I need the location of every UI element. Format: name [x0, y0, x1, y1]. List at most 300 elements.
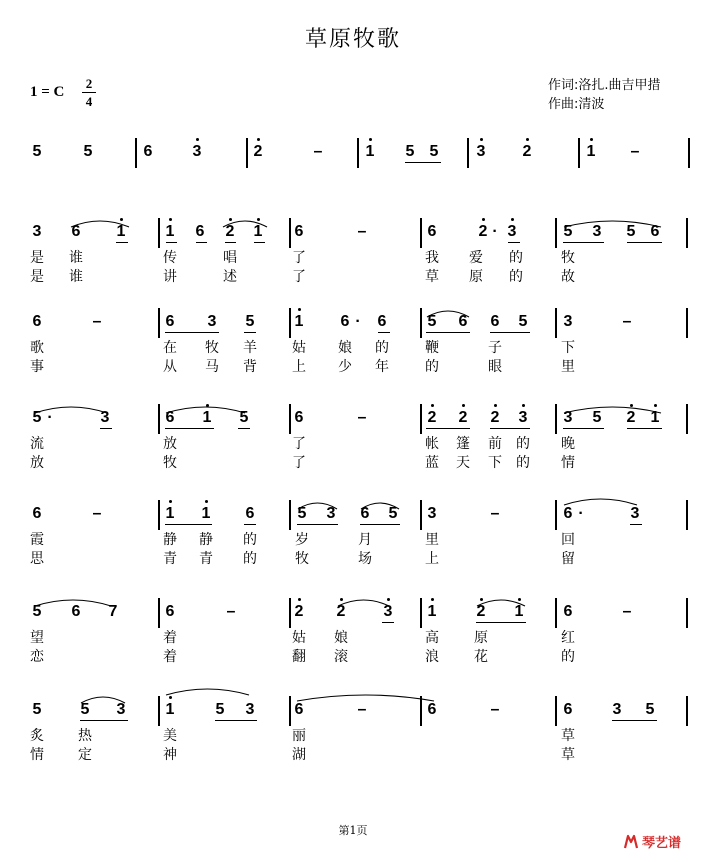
- note: 5: [626, 223, 636, 240]
- bar-line: [555, 308, 556, 338]
- note-underline: [426, 428, 470, 429]
- bar-line: [686, 598, 687, 628]
- note: 5: [80, 701, 90, 718]
- bar-line: [467, 138, 468, 168]
- slur: [165, 404, 246, 414]
- lyric-verse-2: 上: [425, 551, 439, 567]
- lyric-verse-2: 的: [516, 455, 530, 471]
- lyric-verse-2: 牧: [295, 551, 309, 567]
- bar-line: [289, 696, 290, 726]
- note-underline: [165, 524, 212, 525]
- note: 3: [612, 701, 622, 718]
- note-underline: [612, 720, 657, 721]
- sustain-dash: –: [490, 701, 500, 718]
- note-underline: [508, 242, 520, 243]
- lyric-verse-2: 原: [469, 269, 483, 285]
- note: 5: [32, 603, 42, 620]
- bar-line: [420, 404, 421, 434]
- note: 3: [116, 701, 126, 718]
- logo-text: 琴艺谱: [642, 836, 682, 851]
- note-underline: [80, 720, 128, 721]
- lyric-verse-2: 放: [30, 455, 44, 471]
- lyric-verse-2: 思: [30, 551, 44, 567]
- bar-line: [135, 138, 136, 168]
- lyric-verse-1: 岁: [295, 532, 309, 548]
- note: 1: [586, 143, 596, 160]
- note: 5: [405, 143, 415, 160]
- lyric-verse-1: 在: [163, 340, 177, 356]
- note: 6: [427, 223, 437, 240]
- bar-line: [686, 404, 687, 434]
- lyric-verse-2: 上: [292, 359, 306, 375]
- note: 3: [100, 409, 110, 426]
- lyric-verse-1: 晚: [561, 436, 575, 452]
- slur: [296, 692, 435, 702]
- bar-line: [688, 138, 689, 168]
- bar-line: [158, 598, 159, 628]
- octave-dot: [257, 138, 260, 141]
- slur: [80, 694, 126, 704]
- note: 2: [225, 223, 235, 240]
- note: 1: [427, 603, 437, 620]
- note: 2: [476, 603, 486, 620]
- sustain-dash: –: [226, 603, 236, 620]
- lyric-verse-1: 原: [474, 630, 488, 646]
- lyric-verse-1: 羊: [243, 340, 257, 356]
- lyric-verse-1: 里: [425, 532, 439, 548]
- lyric-verse-2: 是: [30, 269, 44, 285]
- bar-line: [289, 500, 290, 530]
- sustain-dash: –: [622, 603, 632, 620]
- note: 2: [626, 409, 636, 426]
- bar-line: [420, 500, 421, 530]
- note: 6: [427, 701, 437, 718]
- note: 5: [215, 701, 225, 718]
- lyric-verse-2: 的: [561, 649, 575, 665]
- note: 6: [340, 313, 350, 330]
- lyric-verse-2: 的: [425, 359, 439, 375]
- lyric-verse-1: 着: [163, 630, 177, 646]
- note-underline: [490, 332, 530, 333]
- lyric-verse-1: 美: [163, 728, 177, 744]
- slur: [426, 308, 470, 318]
- bar-line: [686, 308, 687, 338]
- note: 3: [476, 143, 486, 160]
- note: 6: [458, 313, 468, 330]
- lyric-verse-2: 故: [561, 269, 575, 285]
- lyric-verse-1: 炙: [30, 728, 44, 744]
- note-underline: [165, 428, 214, 429]
- lyric-verse-1: 丽: [292, 728, 306, 744]
- slur: [360, 500, 400, 510]
- lyric-verse-1: 篷: [456, 436, 470, 452]
- note: 6: [650, 223, 660, 240]
- lyric-verse-1: 姑: [292, 630, 306, 646]
- time-signature: [82, 76, 96, 109]
- note-underline: [165, 332, 219, 333]
- lyric-verse-2: 蓝: [425, 455, 439, 471]
- lyric-verse-2: 了: [292, 455, 306, 471]
- note: 6: [165, 409, 175, 426]
- site-logo[interactable]: [622, 832, 681, 851]
- lyric-verse-2: 的: [243, 551, 257, 567]
- bar-line: [555, 598, 556, 628]
- bar-line: [289, 308, 290, 338]
- note: 5: [518, 313, 528, 330]
- lyric-verse-1: 草: [561, 728, 575, 744]
- lyric-verse-2: 年: [375, 359, 389, 375]
- lyric-verse-2: 情: [30, 747, 44, 763]
- note: 2: [336, 603, 346, 620]
- note-underline: [225, 242, 236, 243]
- octave-dot: [590, 138, 593, 141]
- lyric-verse-2: 浪: [425, 649, 439, 665]
- note: 5: [83, 143, 93, 160]
- note: 5: [245, 313, 255, 330]
- note: 3: [563, 313, 573, 330]
- note: 3: [383, 603, 393, 620]
- note: 2: [253, 143, 263, 160]
- octave-dot: [369, 138, 372, 141]
- note: 3: [427, 505, 437, 522]
- note: 6: [165, 603, 175, 620]
- note: 2: [294, 603, 304, 620]
- note-underline: [100, 428, 112, 429]
- key-signature: 1 = C: [30, 84, 65, 100]
- note: 2: [522, 143, 532, 160]
- note: 6: [32, 505, 42, 522]
- sustain-dash: –: [357, 409, 367, 426]
- note: 1: [165, 505, 175, 522]
- bar-line: [555, 404, 556, 434]
- note-underline: [244, 524, 256, 525]
- slur: [337, 597, 390, 607]
- note: 5: [645, 701, 655, 718]
- piano-logo-icon: [622, 833, 640, 851]
- note: 6: [294, 223, 304, 240]
- lyric-verse-1: 红: [561, 630, 575, 646]
- sustain-dash: –: [630, 143, 640, 160]
- lyric-verse-2: 里: [561, 359, 575, 375]
- bar-line: [289, 218, 290, 248]
- note: 3: [32, 223, 42, 240]
- octave-dot: [298, 598, 301, 601]
- note: 1: [514, 603, 524, 620]
- lyric-verse-2: 述: [223, 269, 237, 285]
- note: 3: [507, 223, 517, 240]
- note: 3: [326, 505, 336, 522]
- lyric-verse-2: 马: [205, 359, 219, 375]
- lyric-verse-2: 花: [474, 649, 488, 665]
- page-title: 草原牧歌: [304, 27, 401, 52]
- note-underline: [238, 428, 250, 429]
- note: 2: [490, 409, 500, 426]
- bar-line: [420, 598, 421, 628]
- slur: [222, 218, 268, 228]
- lyric-verse-1: 爱: [469, 250, 483, 266]
- octave-dot: [169, 500, 172, 503]
- slur: [165, 686, 250, 696]
- note: 6: [377, 313, 387, 330]
- note: 1: [165, 223, 175, 240]
- note: 2: [427, 409, 437, 426]
- note: 3: [207, 313, 217, 330]
- note: 5: [239, 409, 249, 426]
- lyric-verse-2: 湖: [292, 747, 306, 763]
- lyric-verse-1: 传: [163, 250, 177, 266]
- note: 7: [108, 603, 118, 620]
- lyric-verse-1: 鞭: [425, 340, 439, 356]
- octave-dot: [511, 218, 514, 221]
- octave-dot: [169, 218, 172, 221]
- lyric-verse-1: 放: [163, 436, 177, 452]
- note: 3: [630, 505, 640, 522]
- note: 2: [458, 409, 468, 426]
- note: 6: [294, 701, 304, 718]
- bar-line: [158, 218, 159, 248]
- lyric-verse-1: 歌: [30, 340, 44, 356]
- bar-line: [246, 138, 247, 168]
- lyric-verse-1: 了: [292, 250, 306, 266]
- bar-line: [578, 138, 579, 168]
- lyric-verse-2: 谁: [69, 269, 83, 285]
- octave-dot: [480, 138, 483, 141]
- lyric-verse-1: 月: [358, 532, 372, 548]
- bar-line: [420, 308, 421, 338]
- time-signature-divider: [82, 92, 96, 93]
- note-underline: [490, 428, 530, 429]
- note: 2: [478, 223, 488, 240]
- note: 5: [32, 143, 42, 160]
- note-underline: [297, 524, 338, 525]
- lyric-verse-2: 下: [488, 455, 502, 471]
- lyric-verse-2: 留: [561, 551, 575, 567]
- note: 5: [297, 505, 307, 522]
- lyric-verse-2: 翻: [292, 649, 306, 665]
- note: 3: [192, 143, 202, 160]
- sustain-dash: –: [92, 313, 102, 330]
- slur: [476, 597, 526, 607]
- lyric-verse-2: 定: [78, 747, 92, 763]
- sustain-dash: –: [490, 505, 500, 522]
- dot-extension: ·: [355, 313, 361, 330]
- note: 6: [490, 313, 500, 330]
- bar-line: [289, 404, 290, 434]
- octave-dot: [494, 404, 497, 407]
- lyric-verse-1: 的: [375, 340, 389, 356]
- lyric-verse-1: 了: [292, 436, 306, 452]
- sustain-dash: –: [622, 313, 632, 330]
- octave-dot: [205, 500, 208, 503]
- lyric-verse-1: 回: [561, 532, 575, 548]
- lyric-verse-2: 少: [338, 359, 352, 375]
- note-underline: [627, 242, 662, 243]
- bar-line: [158, 404, 159, 434]
- slur: [563, 218, 662, 228]
- note: 1: [202, 409, 212, 426]
- lyric-verse-2: 青: [163, 551, 177, 567]
- sustain-dash: –: [92, 505, 102, 522]
- lyric-verse-2: 了: [292, 269, 306, 285]
- sustain-dash: –: [357, 701, 367, 718]
- note-underline: [378, 332, 390, 333]
- page-number: 第1页: [338, 824, 368, 837]
- note-underline: [382, 622, 394, 623]
- lyric-verse-2: 草: [425, 269, 439, 285]
- lyric-verse-1: 霞: [30, 532, 44, 548]
- lyric-verse-1: 姑: [292, 340, 306, 356]
- lyric-verse-1: 牧: [561, 250, 575, 266]
- note: 5: [592, 409, 602, 426]
- note: 3: [592, 223, 602, 240]
- lyric-verse-2: 讲: [163, 269, 177, 285]
- bar-line: [420, 218, 421, 248]
- bar-line: [686, 218, 687, 248]
- note-underline: [405, 162, 441, 163]
- note: 1: [201, 505, 211, 522]
- note: 6: [165, 313, 175, 330]
- time-signature-top: 2: [85, 76, 93, 91]
- lyric-verse-1: 唱: [223, 250, 237, 266]
- bar-line: [686, 500, 687, 530]
- note: 5: [427, 313, 437, 330]
- lyric-verse-1: 高: [425, 630, 439, 646]
- slur: [563, 404, 662, 414]
- note: 1: [650, 409, 660, 426]
- note: 1: [294, 313, 304, 330]
- note: 6: [195, 223, 205, 240]
- lyric-verse-1: 的: [509, 250, 523, 266]
- lyric-verse-1: 谁: [69, 250, 83, 266]
- lyric-verse-1: 静: [199, 532, 213, 548]
- lyric-verse-1: 望: [30, 630, 44, 646]
- octave-dot: [431, 404, 434, 407]
- dot-extension: ·: [578, 505, 584, 522]
- note: 5: [32, 701, 42, 718]
- lyric-verse-1: 牧: [205, 340, 219, 356]
- note-underline: [476, 622, 526, 623]
- lyric-verse-2: 天: [456, 455, 470, 471]
- note: 3: [563, 409, 573, 426]
- lyric-verse-1: 我: [425, 250, 439, 266]
- bar-line: [158, 308, 159, 338]
- note: 1: [116, 223, 126, 240]
- slur: [297, 500, 338, 510]
- note: 6: [245, 505, 255, 522]
- octave-dot: [431, 598, 434, 601]
- note-underline: [563, 242, 604, 243]
- octave-dot: [462, 404, 465, 407]
- note: 6: [563, 701, 573, 718]
- note: 5: [429, 143, 439, 160]
- bar-line: [357, 138, 358, 168]
- note-underline: [426, 332, 470, 333]
- lyric-verse-2: 的: [509, 269, 523, 285]
- lyric-verse-2: 神: [163, 747, 177, 763]
- lyric-verse-1: 热: [78, 728, 92, 744]
- lyric-verse-2: 牧: [163, 455, 177, 471]
- slur: [34, 404, 108, 414]
- bar-line: [555, 696, 556, 726]
- note-underline: [360, 524, 400, 525]
- composer: 作曲:清波: [548, 97, 605, 112]
- note: 6: [360, 505, 370, 522]
- lyric-verse-2: 草: [561, 747, 575, 763]
- octave-dot: [196, 138, 199, 141]
- lyric-verse-2: 眼: [488, 359, 502, 375]
- note-underline: [254, 242, 265, 243]
- lyric-verse-1: 静: [163, 532, 177, 548]
- note: 6: [71, 223, 81, 240]
- note-underline: [215, 720, 257, 721]
- lyric-verse-2: 背: [243, 359, 257, 375]
- note: 6: [563, 505, 573, 522]
- lyric-verse-1: 下: [561, 340, 575, 356]
- note: 6: [143, 143, 153, 160]
- note-underline: [196, 242, 207, 243]
- lyric-verse-1: 娘: [334, 630, 348, 646]
- bar-line: [158, 500, 159, 530]
- note: 6: [32, 313, 42, 330]
- note: 3: [245, 701, 255, 718]
- note-underline: [627, 428, 662, 429]
- bar-line: [289, 598, 290, 628]
- bar-line: [555, 218, 556, 248]
- octave-dot: [522, 404, 525, 407]
- lyric-verse-1: 前: [488, 436, 502, 452]
- octave-dot: [482, 218, 485, 221]
- note: 6: [563, 603, 573, 620]
- slur: [34, 597, 112, 607]
- lyric-verse-1: 子: [488, 340, 502, 356]
- slur: [563, 496, 638, 506]
- note: 1: [253, 223, 263, 240]
- octave-dot: [298, 308, 301, 311]
- octave-dot: [526, 138, 529, 141]
- note-underline: [166, 242, 177, 243]
- lyric-verse-1: 流: [30, 436, 44, 452]
- lyric-verse-2: 事: [30, 359, 44, 375]
- bar-line: [158, 696, 159, 726]
- bar-line: [555, 500, 556, 530]
- credits: [548, 76, 661, 114]
- note: 6: [71, 603, 81, 620]
- note-underline: [244, 332, 256, 333]
- slur: [70, 218, 130, 228]
- lyricist: 作词:洛扎.曲吉甲措: [548, 78, 661, 93]
- lyric-verse-2: 从: [163, 359, 177, 375]
- sustain-dash: –: [357, 223, 367, 240]
- note-underline: [630, 524, 642, 525]
- note: 5: [388, 505, 398, 522]
- dot-extension: ·: [492, 223, 498, 240]
- note: 6: [294, 409, 304, 426]
- lyric-verse-2: 青: [199, 551, 213, 567]
- note-underline: [563, 428, 604, 429]
- lyric-verse-2: 情: [561, 455, 575, 471]
- lyric-verse-1: 是: [30, 250, 44, 266]
- note-underline: [116, 242, 128, 243]
- note: 1: [365, 143, 375, 160]
- note: 5: [563, 223, 573, 240]
- lyric-verse-2: 恋: [30, 649, 44, 665]
- lyric-verse-2: 着: [163, 649, 177, 665]
- octave-dot: [169, 696, 172, 699]
- dot-extension: ·: [47, 409, 53, 426]
- lyric-verse-1: 娘: [338, 340, 352, 356]
- lyric-verse-2: 场: [358, 551, 372, 567]
- sustain-dash: –: [313, 143, 323, 160]
